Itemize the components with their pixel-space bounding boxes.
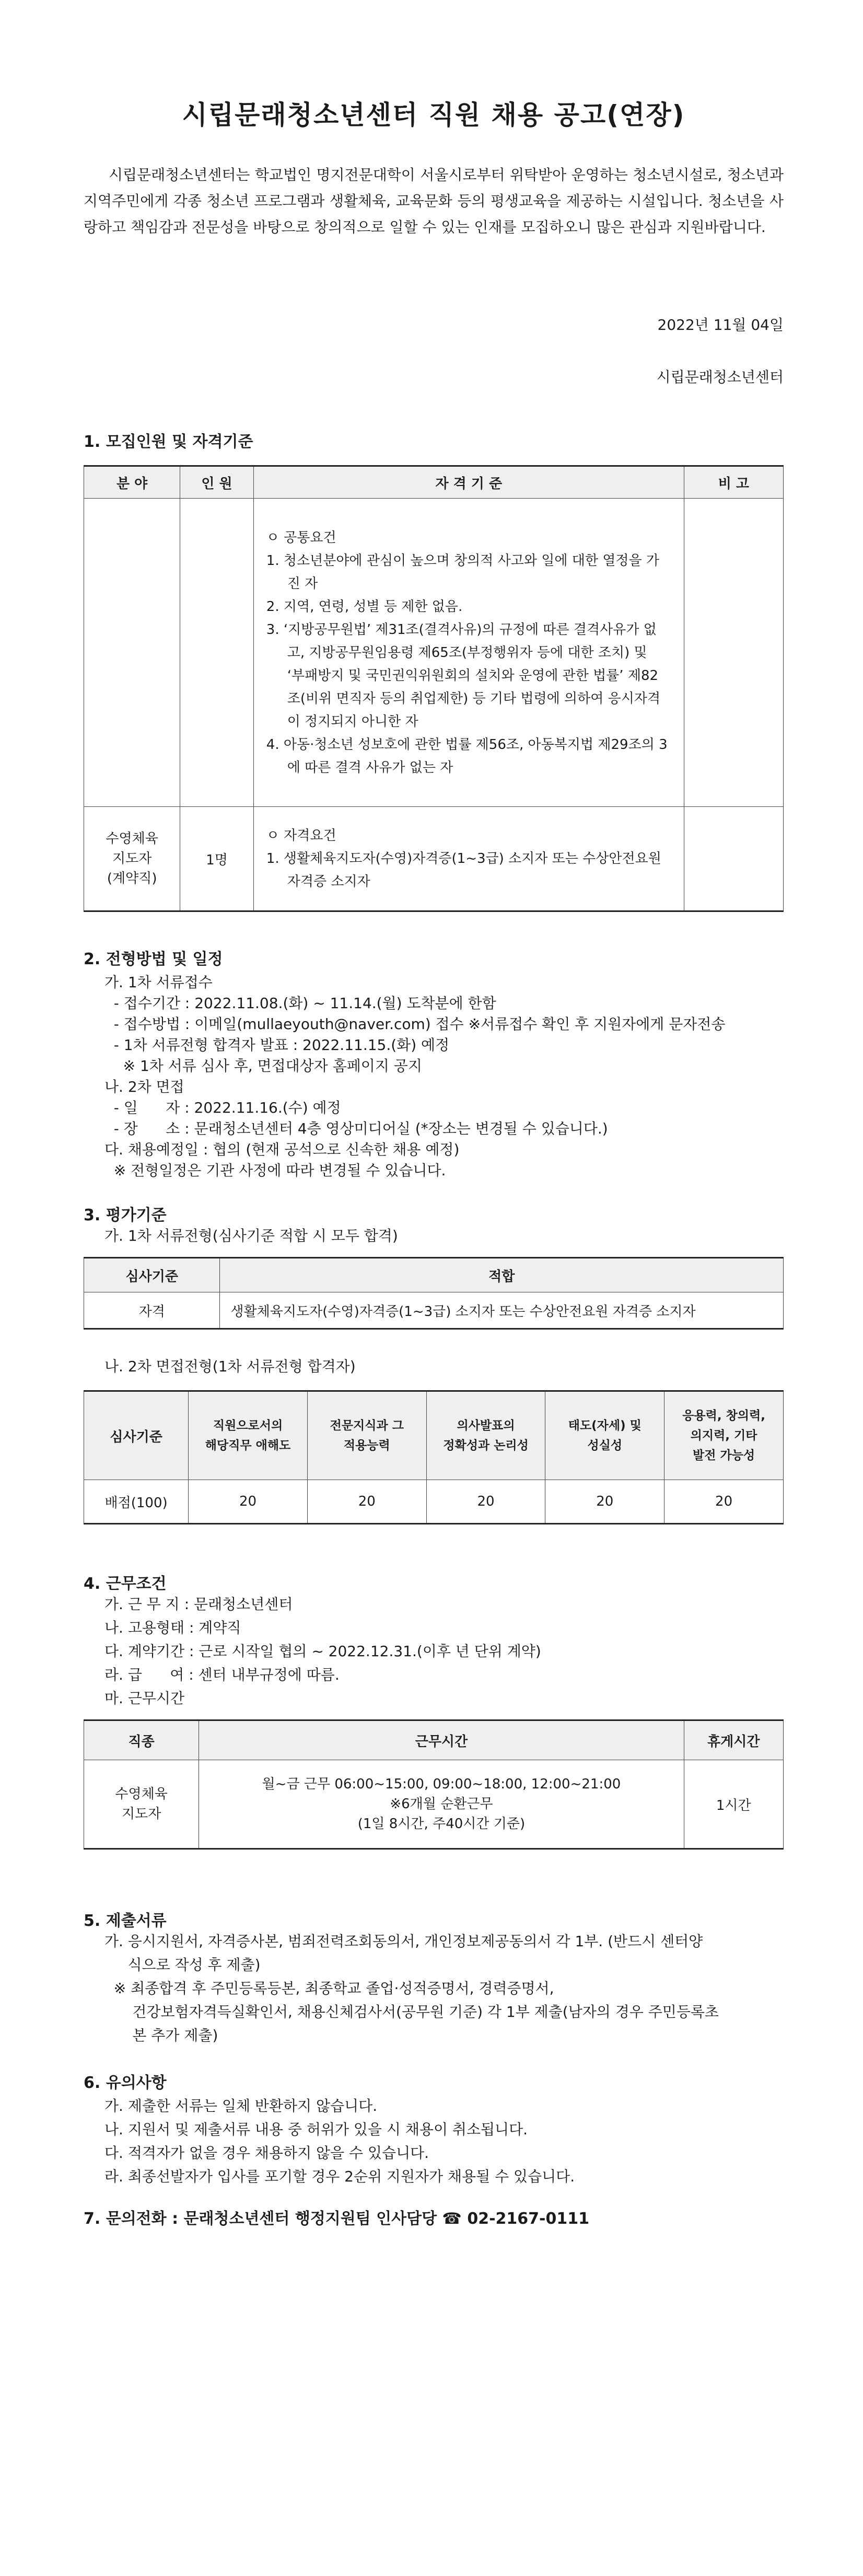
interview-score-3: 20 — [426, 1480, 545, 1524]
field-cell-top — [84, 499, 180, 807]
section-2-line-10: ※ 전형일정은 기관 사정에 따라 변경될 수 있습니다. — [104, 1162, 446, 1179]
interview-header-criteria: 심사기준 — [84, 1391, 189, 1480]
note-cell-top — [684, 499, 783, 807]
common-requirements — [253, 499, 684, 807]
hours-break: 1시간 — [684, 1760, 783, 1849]
hours-header-time: 근무시간 — [199, 1720, 684, 1760]
section-2-title: 2. 전형방법 및 일정 — [84, 950, 223, 968]
document-title: 시립문래청소년센터 직원 채용 공고(연장) — [182, 100, 685, 130]
document-screening-table — [84, 1257, 784, 1330]
section-4-line-4: 라. 급 여 : 센터 내부규정에 따름. — [104, 1666, 340, 1683]
section-2-line-9: 다. 채용예정일 : 협의 (현재 공석으로 신속한 채용 예정) — [104, 1141, 460, 1158]
note-cell — [684, 807, 783, 911]
screening-row-label: 자격 — [84, 1292, 220, 1329]
interview-score-2: 20 — [307, 1480, 426, 1524]
section-3a-title: 가. 1차 서류전형(심사기준 적합 시 모두 합격) — [104, 1227, 398, 1244]
announcement-date: 2022년 11월 04일 — [657, 316, 784, 333]
section-4-title: 4. 근무조건 — [84, 1575, 167, 1593]
intro-paragraph: 시립문래청소년센터는 학교법인 명지전문대학이 서울시로부터 위탁받아 운영하는 청소년시설로, 청소년과 지역주민에게 각종 청소년 프로그램과 생활체육, 교육문화 등의 평생교육을 제공하는 시설입니다. 청소년을 사랑하고 책임감과 전문성을 바탕으로 창의적으로 일할 수 있는 인재를 모집하오니 많은 관심과 지원바랍니다. — [84, 166, 784, 236]
interview-table — [84, 1390, 784, 1524]
section-2-line-6: 나. 2차 면접 — [104, 1078, 184, 1095]
field-cell: 수영체육 지도자 (계약직) — [84, 807, 180, 911]
section-5-title: 5. 제출서류 — [84, 1912, 167, 1930]
issuing-organization: 시립문래청소년센터 — [656, 368, 784, 386]
section-5-line-5: 본 추가 제출) — [104, 2027, 218, 2044]
screening-header-fit: 적합 — [220, 1258, 784, 1292]
section-2-line-4: - 1차 서류전형 합격자 발표 : 2022.11.15.(화) 예정 — [104, 1036, 450, 1054]
section-2-line-1: 가. 1차 서류접수 — [104, 974, 213, 991]
screening-header-criteria: 심사기준 — [84, 1258, 220, 1292]
count-cell-top — [180, 499, 253, 807]
section-6-line-2: 나. 지원서 및 제출서류 내용 중 허위가 있을 시 채용이 취소됩니다. — [104, 2121, 528, 2138]
section-1-title: 1. 모집인원 및 자격기준 — [84, 433, 253, 451]
count-cell: 1명 — [180, 807, 253, 911]
hours-header-break: 휴게시간 — [684, 1720, 783, 1760]
section-5-line-1: 가. 응시지원서, 자격증사본, 범죄전력조회동의서, 개인정보제공동의서 각 1부. (반드시 센터양 — [104, 1933, 703, 1950]
interview-score-1: 20 — [189, 1480, 308, 1524]
section-3b-title: 나. 2차 면접전형(1차 서류전형 합격자) — [104, 1358, 356, 1375]
common-requirements-title: ㅇ 공통요건 — [266, 529, 336, 546]
interview-header-5: 응용력, 창의력, 의지력, 기타 발전 가능성 — [664, 1391, 784, 1480]
section-6-line-3: 다. 적격자가 없을 경우 채용하지 않을 수 있습니다. — [104, 2144, 429, 2162]
qualification-requirements-title: ㅇ 자격요건 — [266, 828, 336, 844]
screening-row-value: 생활체육지도자(수영)자격증(1~3급) 소지자 또는 수상안전요원 자격증 소지자 — [220, 1292, 784, 1329]
work-hours-table — [84, 1719, 784, 1850]
section-2-line-2: - 접수기간 : 2022.11.08.(화) ~ 11.14.(월) 도착분에 한함 — [104, 995, 496, 1012]
section-4-line-5: 마. 근무시간 — [104, 1690, 185, 1707]
header-qualification: 자 격 기 준 — [253, 466, 684, 499]
section-5-line-4: 건강보험자격득실확인서, 채용신체검사서(공무원 기준) 각 1부 제출(남자의 경우 주민등록초 — [104, 2003, 719, 2020]
interview-score-label: 배점(100) — [84, 1480, 189, 1524]
hours-header-job: 직종 — [84, 1720, 199, 1760]
interview-header-4: 태도(자세) 및 성실성 — [545, 1391, 664, 1480]
hours-job: 수영체육 지도자 — [84, 1760, 199, 1849]
qualification-requirements — [253, 807, 684, 911]
common-requirement-4: 4. 아동·청소년 성보호에 관한 법률 제56조, 아동복지법 제29조의 3에 따른 결격 사유가 없는 자 — [266, 736, 668, 776]
header-note: 비 고 — [684, 466, 783, 499]
common-requirement-2: 2. 지역, 연령, 성별 등 제한 없음. — [266, 598, 463, 615]
header-field: 분 야 — [84, 466, 180, 499]
section-4-line-3: 다. 계약기간 : 근로 시작일 협의 ~ 2022.12.31.(이후 년 단위 계약) — [104, 1643, 541, 1660]
interview-header-3: 의사발표의 정확성과 논리성 — [426, 1391, 545, 1480]
section-7-contact: 7. 문의전화 : 문래청소년센터 행정지원팀 인사담당 ☎ 02-2167-0111 — [84, 2210, 589, 2228]
section-2-line-7: - 일 자 : 2022.11.16.(수) 예정 — [104, 1099, 341, 1116]
section-6-title: 6. 유의사항 — [84, 2074, 167, 2092]
section-6-line-1: 가. 제출한 서류는 일체 반환하지 않습니다. — [104, 2097, 378, 2115]
section-5-line-3: ※ 최종합격 후 주민등록등본, 최종학교 졸업·성적증명서, 경력증명서, — [104, 1980, 554, 1997]
section-3-title: 3. 평가기준 — [84, 1206, 167, 1225]
interview-header-2: 전문지식과 그 적용능력 — [307, 1391, 426, 1480]
hours-time: 월~금 근무 06:00~15:00, 09:00~18:00, 12:00~21:00 ※6개월 순환근무 (1일 8시간, 주40시간 기준) — [199, 1760, 684, 1849]
interview-header-1: 직원으로서의 해당직무 애해도 — [189, 1391, 308, 1480]
section-5-line-2: 식으로 작성 후 제출) — [104, 1956, 261, 1973]
section-4-line-2: 나. 고용형태 : 계약직 — [104, 1619, 241, 1636]
qualification-requirement-1: 1. 생활체육지도자(수영)자격증(1~3급) 소지자 또는 수상안전요원 자격증 소지자 — [266, 851, 661, 890]
header-count: 인 원 — [180, 466, 253, 499]
section-6-line-4: 라. 최종선발자가 입사를 포기할 경우 2순위 지원자가 채용될 수 있습니다. — [104, 2168, 575, 2185]
interview-score-4: 20 — [545, 1480, 664, 1524]
common-requirement-3: 3. ‘지방공무원법’ 제31조(결격사유)의 규정에 따른 결격사유가 없고, 지방공무원임용령 제65조(부정행위자 등에 대한 조치) 및 ‘부패방지 및 국민권익위원회의 설치와 운영에 관한 법률’ 제82조(비위 면직자 등의 취업제한) 등 기타 법령에 의하여 응시자격이 정지되지 아니한 자 — [266, 621, 661, 730]
interview-score-5: 20 — [664, 1480, 784, 1524]
qualification-table — [84, 465, 784, 912]
section-2-line-3: - 접수방법 : 이메일(mullaeyouth@naver.com) 접수 ※서류접수 확인 후 지원자에게 문자전송 — [104, 1015, 726, 1033]
common-requirement-1: 1. 청소년분야에 관심이 높으며 창의적 사고와 일에 대한 열정을 가진 자 — [266, 552, 659, 592]
section-2-line-8: - 장 소 : 문래청소년센터 4층 영상미디어실 (*장소는 변경될 수 있습니다.) — [104, 1120, 608, 1137]
section-2-line-5: ※ 1차 서류 심사 후, 면접대상자 홈페이지 공지 — [104, 1057, 422, 1075]
section-4-line-1: 가. 근 무 지 : 문래청소년센터 — [104, 1596, 293, 1613]
